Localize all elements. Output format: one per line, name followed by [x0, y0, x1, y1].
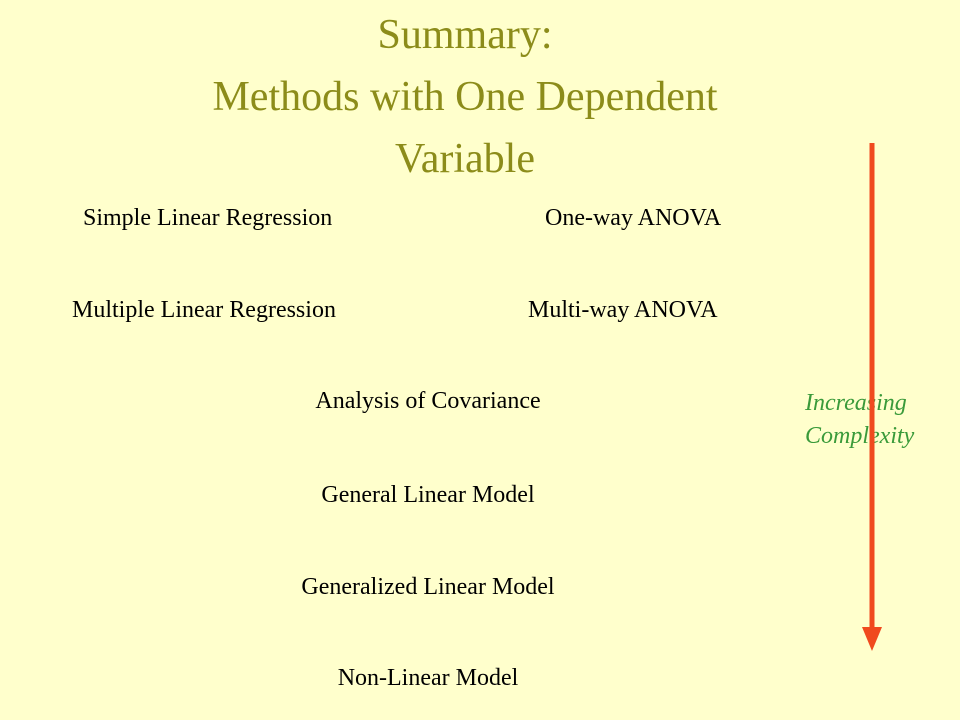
method-generalized-linear-model: Generalized Linear Model [301, 574, 555, 600]
complexity-label-line-2: Complexity [805, 423, 915, 449]
title-line-1: Summary: [377, 12, 553, 58]
arrow-head [862, 627, 882, 651]
down-arrow-icon [860, 143, 884, 651]
method-non-linear-model: Non-Linear Model [337, 665, 519, 691]
complexity-label-line-1: Increasing [805, 390, 907, 416]
title-line-2: Methods with One Dependent [212, 74, 718, 120]
method-simple-linear-regression: Simple Linear Regression [83, 205, 333, 231]
title-line-3: Variable [395, 136, 535, 182]
slide-title [0, 4, 930, 190]
method-analysis-of-covariance: Analysis of Covariance [315, 388, 541, 414]
method-general-linear-model: General Linear Model [321, 482, 535, 508]
method-multi-way-anova: Multi-way ANOVA [528, 297, 718, 323]
method-one-way-anova: One-way ANOVA [545, 205, 722, 231]
method-multiple-linear-regression: Multiple Linear Regression [72, 297, 336, 323]
